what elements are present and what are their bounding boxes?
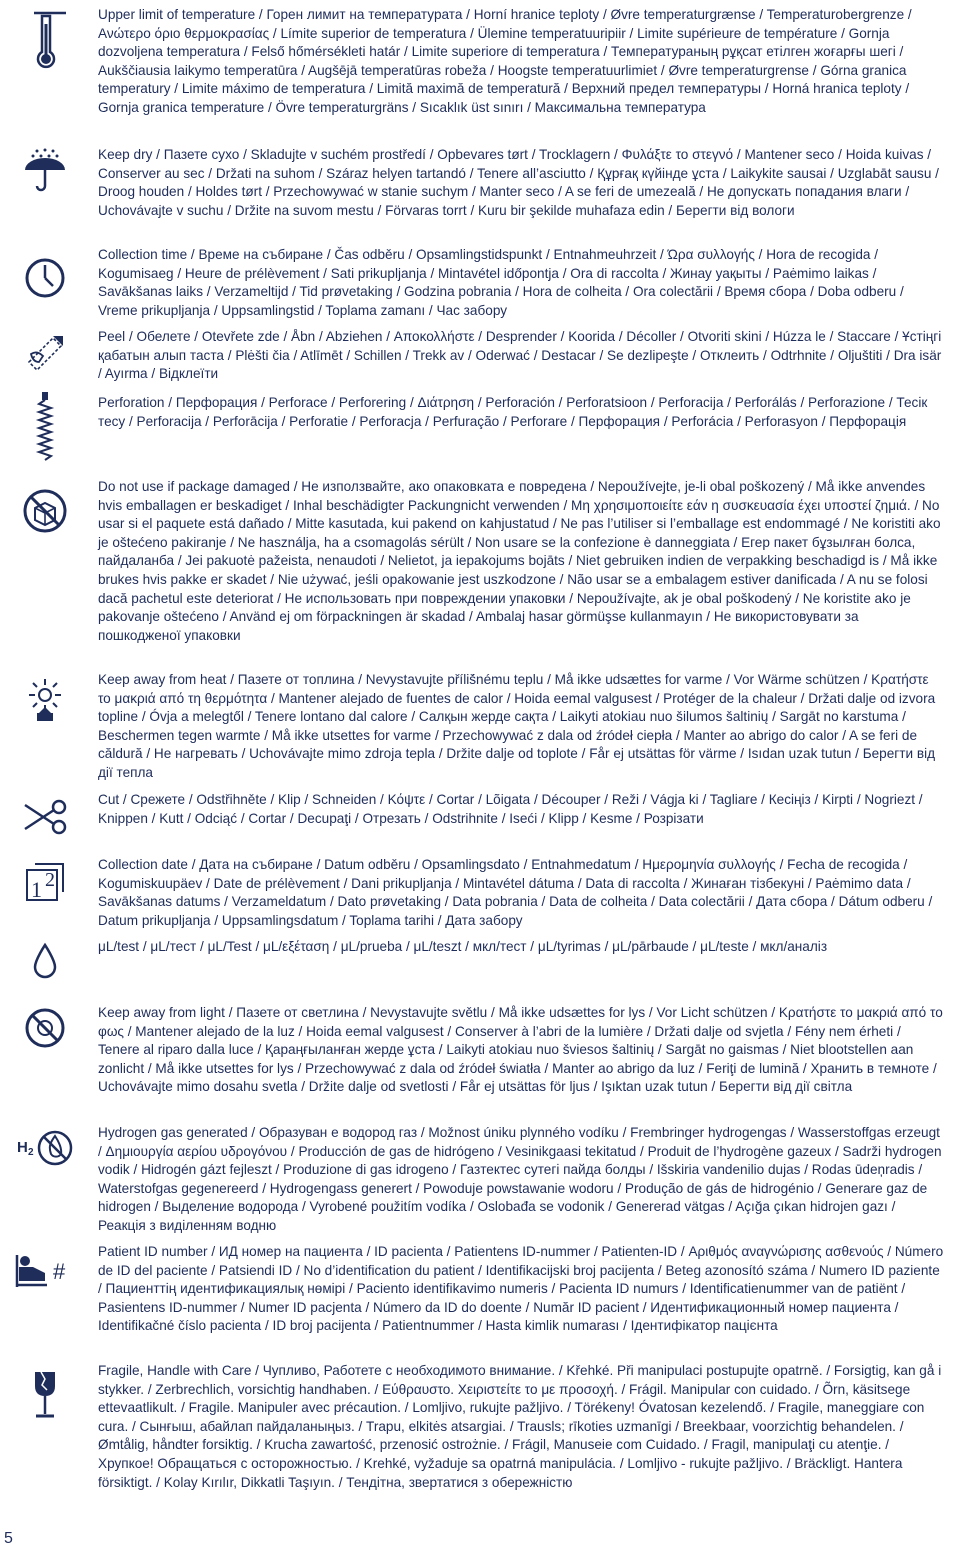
perforation-icon (14, 390, 76, 462)
svg-text:H: H (17, 1139, 28, 1156)
symbol-description-perforation: Perforation / Перфорация / Perforace / Perforering / Διάτρηση / Perforación / Perforatsioon / Perforacija / Perforálás / Perforazione / Тесік тесу / Perforacija / Perforācija / Perforatie / Perforacja / Perfuração / Perforare / Перфорация / Perforácia / Perforasyon / Перфорація (98, 395, 928, 429)
collection-date-icon (14, 862, 76, 904)
symbol-description-keep-dry: Keep dry / Пазете сухо / Skladujte v suchém prostředí / Opbevares tørt / Trocklagern / Φυλάξτε το στεγνό / Mantener seco / Hoida kuivas / Conserver au sec / Držati na suhom / Száraz helyen tartandó / Tenere all’asciutto / Құрғақ күйінде ұста / Laikykite sausai / Uzglabāt sausu / Droog houden / Holdes tørt / Przechowywać w stanie suchym / Manter seco / A se feri de umezeală / Не допускать попадания влаги / Uchovávajte v suchu / Držite na suvom mestu / Förvaras torrt / Kuru bir şekilde muhafaza edin / Берегти від вологи (98, 147, 939, 218)
symbol-description-fragile: Fragile, Handle with Care / Чупливо, Работете с необходимото внимание. / Křehké. Při manipulaci postupujte opatrně. / Forsigtig, kan gå i stykker. / Zerbrechlich, vorsichtig handhaben. / Εύθραυστο. Χειριστείτε το με προσοχή. / Frágil. Manipular con cuidado. / Õrn, käsitsege ettevaatlikult. / Fragile. Manipuler avec précaution. / Lomljivo, rukujte pažljivo. / Törékeny! Óvatosan kezelendő. / Fragile, maneggiare con cura. / Сынғыш, абайлап пайдаланыңыз. / Trapu, elkitės atsargiai. / Trausls; rīkoties uzmanīgi / Breekbaar, voorzichtig behandelen. / Ømtålig, håndter forsiktig. / Krucha zawartość, przenosić ostrożnie. / Frágil, Manuseie com Cuidado. / Fragil, manipulaţi cu atenţie. / Хрупкое! Обращаться с осторожностью. / Krehké, vyžaduje sa opatrná manipulácia. / Lomljivo - rukujte pažljivo. / Bräckligt. Hantera försiktigt. / Kolay Kırılır, Dikkatli Taşıyın. / Тендітна, звертатися з обережністю (98, 1363, 942, 1490)
symbol-description-keep-away-heat: Keep away from heat / Пазете от топлина / Nevystavujte příliš́nému teplu / Må ikke udsættes for varme / Vor Wärme schützen / Κρατήστε το μακριά από τη θερμότητα / Mantener alejado de fuentes de calor / Hoida eemal valgusest / Protéger de la chaleur / Držati dalje od izvora topline / Óvja a melegtől / Tenere lontano dal calore / Салқын жерде сақта / Laikyti atokiau nuo šilumos šaltinių / Sargāt no karstuma / Beschermen tegen warmte / Må ikke utsettes for varme / Przechowywać z dala od źródeł ciepła / Manter ao abrigo do calor / A se feri de căldură / Не нагревать / Uchovávajte mimo zdroja tepla / Držite dalje od toplote / Får ej utsättas för värme / Isıdan uzak tutun / Берегти від дії тепла (98, 672, 936, 780)
clock-icon (14, 256, 76, 300)
thermometer-upper-limit-icon (14, 10, 76, 72)
symbol-description-damaged-package: Do not use if package damaged / Не използвайте, ако опаковката е повредена / Nepoužívejte, je-li obal poškozený / Må ikke anvendes hvis emballagen er beskadiget / Inhal beschädigter Packungnicht verwenden / Μη χρησιμοποιείτε εάν η συσκευασία έχει υποστεί ζημιά. / No usar si el paquete está dañado / Mitte kasutada, kui pakend on kahjustatud / Ne pas l’utiliser si l’emballage est endommagé / Ne koristiti ako je oštećeno pakiranje / Ne használja, ha a csomagolás sérült / Non usare se la confezione è danneggiata / Егер пакет бұзылған болса, пайдаланба / Jei pakuotė pažeista, nenaudoti / Nelietot, ja iepakojums bojāts / Niet gebruiken indien de verpakking beschadigd is / Må ikke brukes hvis pakke er skadet / Nie używać, jeśli opakowanie jest uszkodzone / Não usar se a embalagem estiver danificada / A nu se folosi dacă pachetul este deteriorat / Не использовать при повреждении упаковки / Nepoužívajte, ak je obal poškodený / Ne koristite ako je pakovanje oštećeno / Använd ej om förpackningen är skadad / Ambalaj hasar görmüşse kullanmayın / Не використовувати за пошкодженої упаковки (98, 479, 941, 643)
patient-id-icon (14, 1251, 76, 1291)
scissors-icon (14, 799, 76, 835)
symbol-description-hydrogen-gas: Hydrogen gas generated / Образуван е водород газ / Možnost úniku plynného vodíku / Frembringer hydrogengas / Wasserstoffgas erzeugt / Δημιουργία αερίου υδρογόνου / Producción de gas de hidrógeno / Vesinikgaasi tekitatud / Produit de l’hydrogène gazeux / Sadrži hydrogen vodik / Hidrogén gázt fejleszt / Produzione di gas idrogeno / Газтектес сутегі пайда болды / Išskiria vandenilio dujas / Rodas ūdeņradis / Waterstofgas gegenereerd / Hydrogengass generert / Powoduje powstawanie wodoru / Produção de gás de hidrogénio / Generare gaz de hidrogen / Выделение водорода / Vyrobené použitím vodíka / Oslobađa se vodonik / Genererad vätgas / Açığa çıkan hidrojen gazı / Реакція з виділенням водню (98, 1125, 942, 1233)
hydrogen-gas-icon (14, 1126, 76, 1170)
umbrella-rain-icon (14, 148, 76, 192)
symbol-description-patient-id: Patient ID number / ИД номер на пациента / ID pacienta / Patientens ID-nummer / Patienten-ID / Αριθμός αναγνώρισης ασθενούς / Número de ID del paciente / Patsiendi ID / No d’identification du patient / Identifikacijski broj pacijenta / Beteg azonosító száma / Numero ID paziente / Пациенттің идентификациялық нөмірі / Paciento identifikavimo numeris / Pacienta ID numurs / Identificatienummer van de patiënt / Pasientens ID-nummer / Numer ID pacjenta / Número da ID do doente / Număr ID pacient / Идентификационный номер пациента / Identifikačné číslo pacienta / ID broj pacijenta / Patientnummer / Hasta kimlik numarası / Ідентифікатор пацієнта (98, 1244, 944, 1334)
damaged-package-icon (14, 488, 76, 534)
symbol-description-keep-away-light: Keep away from light / Пазете от светлина / Nevystavujte světlu / Må ikke udsættes for lys / Vor Licht schützen / Κρατήστε το μακριά από το φως / Mantener alejado de la luz / Hoida eemal valgusest / Conserver à l’abri de la lumière / Držati dalje od svjetla / Fény nem érheti / Tenere al riparo dalla luce / Қараңғыланған жерде ұста / Laikyti atokiau nuo šviesos šaltinių / Sargāt no gaismas / Niet blootstellen aan zonlicht / Må ikke utsettes for lys / Przechowywać z dala od źródeł światła / Manter ao abrigo da luz / Feriţi de lumină / Хранить в темноте / Uchovávajte mimo dosahu svetla / Držite dalje od svetlosti / Får ej utsättas för ljus / Işıktan uzak tutun / Берегти від дії світла (98, 1005, 943, 1095)
fragile-glass-icon (14, 1370, 76, 1420)
symbol-description-cut: Cut / Срежете / Odstřihněte / Klip / Schneiden / Κόψτε / Cortar / Lõigata / Découper / Reži / Vágja ki / Tagliare / Кесіңіз / Kirpti / Nogriezt / Knippen / Kutt / Odciąć / Cortar / Decupaţi / Отрезать / Odstrihnite / Iseći / Klipp / Kesme / Розрізати (98, 792, 923, 826)
symbol-description-ul-test: μL/test / μL/тест / μL/Test / μL/εξέταση / μL/prueba / μL/teszt / мкл/тест / μL/tyrimas / μL/pārbaude / μL/teste / мкл/аналіз (98, 939, 828, 954)
symbol-description-collection-time: Collection time / Време на събиране / Čas odběru / Opsamlingstidspunkt / Entnahmeuhrzeit / Ώρα συλλογής / Hora de recogida / Kogumisaeg / Heure de prélèvement / Sati prikupljanja / Mintavétel időpontja / Ora di raccolta / Жинау уақыты / Paėmimo laikas / Savākšanas laiks / Verzameltijd / Tid prøvetaking / Godzina pobrania / Hora de colheita / Ora colectării / Время сбора / Doba odberu / Vreme prikupljanja / Uppsamlingstid / Toplama zamanı / Час забору (98, 247, 904, 318)
symbol-description-upper-temperature: Upper limit of temperature / Горен лимит на температурата / Horní hranice teploty / Øvre temperaturgrænse / Temperaturobergrenze / Ανώτερο όριο θερμοκρασίας / Límite superior de temperatura / Ülemine temperatuuripiir / Limite supérieure de température / Gornja dozvoljena temperatura / Felső hőmérsékleti határ / Limite superiore di temperatura / Температураның рұқсат етілген жоғарғы шегі / Aukščiausia laikymo temperatūra / Augšējā temperatūras robeža / Hoogste temperatuurlimiet / Øvre temperaturgrense / Górna granica temperatury / Limite máximo de temperatura / Limită maximă de temperatură / Верхний предел температуры / Horná hranica teploty / Gornja granica temperature / Övre temperaturgräns / Sıcaklık üst sınırı / Максимальна температура (98, 7, 912, 115)
peel-icon (14, 332, 76, 372)
keep-away-from-light-icon (14, 1006, 76, 1050)
drop-icon (14, 942, 76, 980)
symbol-description-peel: Peel / Обелете / Otevřete zde / Åbn / Abziehen / Αποκολλήστε / Desprender / Koorida / Décoller / Otvoriti skini / Húzza le / Staccare / Ұстіңгі қабатын алып таста / Plėšti čia / Atlīmēt / Schillen / Trekk av / Oderwać / Destacar / Se dezlipeşte / Отклеить / Odtrhnite / Oljuštiti / Dra isär / Ayırma / Відклеїти (98, 329, 942, 382)
svg-text:2: 2 (28, 1147, 34, 1158)
page-number: 5 (4, 1530, 13, 1547)
symbol-description-collection-date: Collection date / Дата на събиране / Datum odběru / Opsamlingsdato / Entnahmedatum / Ημερομηνία συλλογής / Fecha de recogida / Kogumiskuupäev / Date de prélèvement / Dani prikupljanja / Mintavétel dátuma / Data di raccolta / Жинаған тізбекуні / Paėmimo data / Savākšanas datums / Verzameldatum / Dato prøvetaking / Data pobrania / Data de colheita / Data colectării / Дата сбора / Dátum odberu / Datum prikupljanja / Uppsamlingsdatum / Toplama tarihi / Дата забору (98, 857, 933, 928)
svg-text:2: 2 (45, 869, 55, 891)
svg-text:#: # (53, 1259, 66, 1284)
keep-away-from-heat-icon (14, 677, 76, 723)
svg-text:1: 1 (31, 877, 42, 902)
